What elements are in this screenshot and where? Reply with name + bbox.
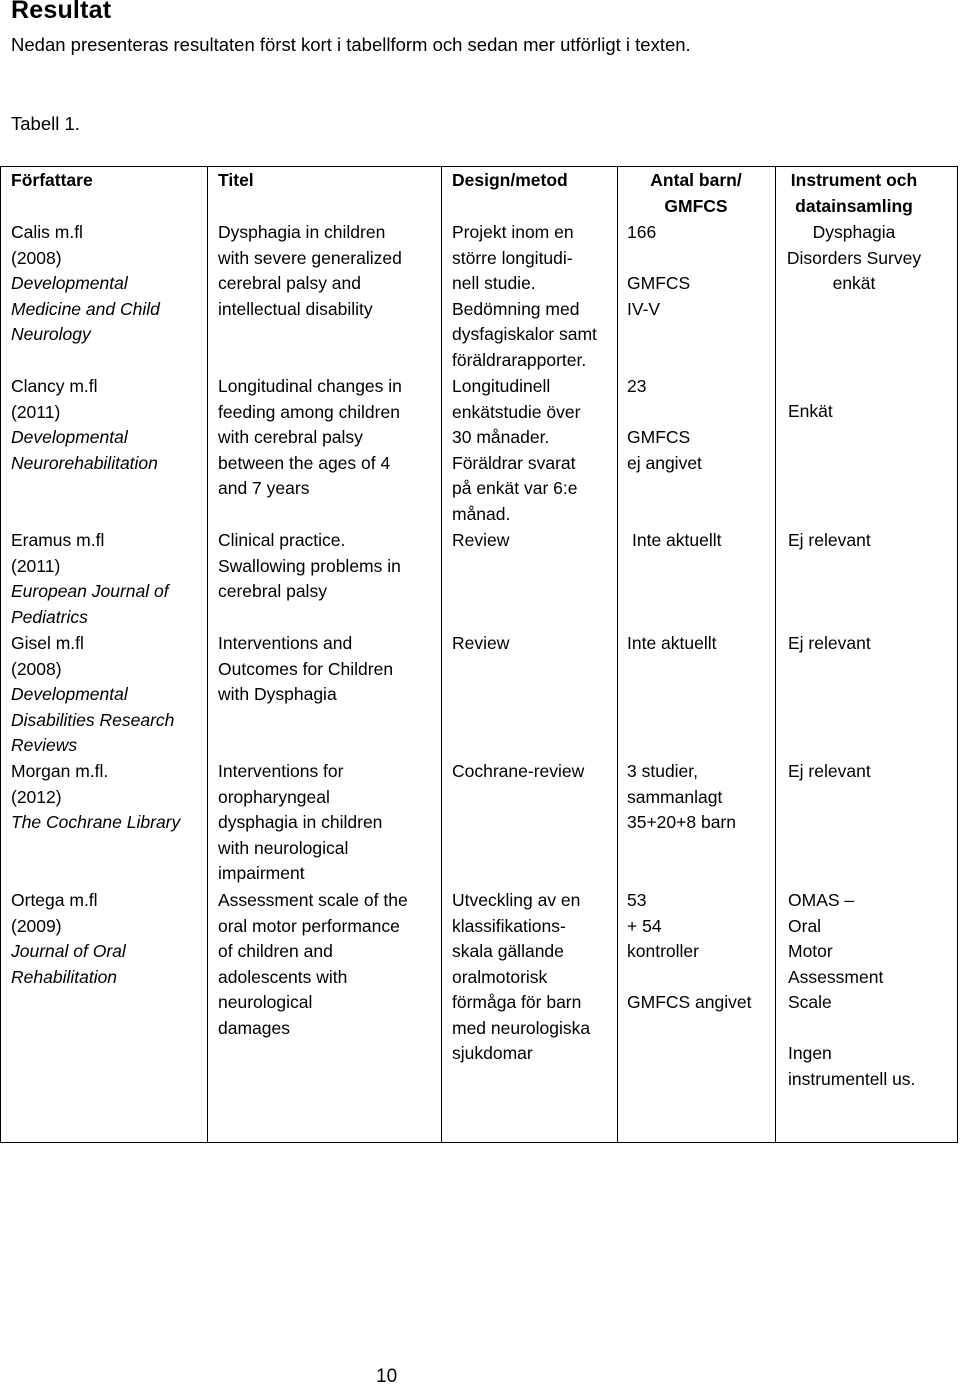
row-instrument: Enkät <box>788 401 833 421</box>
row-title: Dysphagia in children with severe generalized cerebral palsy and intellectual disability <box>218 222 402 319</box>
row-design: Review <box>452 633 510 653</box>
row-instrument: Dysphagia Disorders Survey enkät <box>786 222 922 293</box>
row-journal: The Cochrane Library <box>11 812 181 832</box>
column-divider <box>441 166 442 1143</box>
row-count: 53 + 54 kontroller GMFCS angivet <box>627 890 752 1012</box>
row-instrument: Ej relevant <box>788 530 871 550</box>
row-author: Morgan m.fl. (2012) <box>11 761 109 807</box>
row-design: Cochrane-review <box>452 761 585 781</box>
row-title: Interventions for oropharyngeal dysphagia in children with neurological impairment <box>218 761 383 883</box>
page-number: 10 <box>376 1366 398 1387</box>
row-journal: Journal of Oral Rehabilitation <box>11 941 126 987</box>
header-count: Antal barn/ GMFCS <box>650 170 742 216</box>
row-journal: Developmental Medicine and Child Neurology <box>11 273 160 344</box>
row-count: 3 studier, sammanlagt 35+20+8 barn <box>627 761 736 832</box>
column-divider <box>617 166 618 1143</box>
header-design: Design/metod <box>452 170 568 190</box>
row-journal: Developmental Disabilities Research Reviews <box>11 684 175 755</box>
header-title: Titel <box>218 170 254 190</box>
row-instrument: OMAS – Oral Motor Assessment Scale Ingen instrumentell us. <box>788 890 916 1089</box>
row-author: Clancy m.fl (2011) <box>11 376 98 422</box>
row-design: Utveckling av en klassifikations- skala gällande oralmotorisk förmåga för barn med neurologiska sjukdomar <box>452 890 591 1063</box>
header-author: Författare <box>11 170 93 190</box>
column-divider <box>207 166 208 1143</box>
row-instrument: Ej relevant <box>788 761 871 781</box>
row-author: Ortega m.fl (2009) <box>11 890 98 936</box>
row-title: Clinical practice. Swallowing problems in cerebral palsy <box>218 530 401 601</box>
row-count: Inte aktuellt <box>627 633 717 653</box>
row-author: Gisel m.fl (2008) <box>11 633 84 679</box>
row-count: Inte aktuellt <box>632 530 722 550</box>
row-design: Longitudinell enkätstudie över 30 månader. Föräldrar svarat på enkät var 6:e månad. <box>452 376 581 524</box>
row-title: Assessment scale of the oral motor performance of children and adolescents with neurological damages <box>218 890 408 1038</box>
column-divider <box>775 166 776 1143</box>
row-count: 23 GMFCS ej angivet <box>627 376 702 473</box>
table-caption: Tabell 1. <box>11 113 80 134</box>
row-journal: Developmental Neurorehabilitation <box>11 427 158 473</box>
row-instrument: Ej relevant <box>788 633 871 653</box>
row-count: 166 GMFCS IV-V <box>627 222 691 319</box>
row-journal: European Journal of Pediatrics <box>11 581 169 627</box>
row-design: Projekt inom en större longitudi- nell studie. Bedömning med dysfagiskalor samt föräldrarapporter. <box>452 222 597 370</box>
row-title: Interventions and Outcomes for Children with Dysphagia <box>218 633 394 704</box>
row-title: Longitudinal changes in feeding among children with cerebral palsy between the ages of 4 and 7 years <box>218 376 402 498</box>
header-instrument: Instrument och datainsamling <box>790 170 918 216</box>
row-author: Calis m.fl (2008) <box>11 222 83 268</box>
row-design: Review <box>452 530 510 550</box>
section-heading: Resultat <box>11 0 112 24</box>
intro-paragraph: Nedan presenteras resultaten först kort i tabellform och sedan mer utförligt i texten. <box>11 34 691 55</box>
row-author: Eramus m.fl (2011) <box>11 530 105 576</box>
